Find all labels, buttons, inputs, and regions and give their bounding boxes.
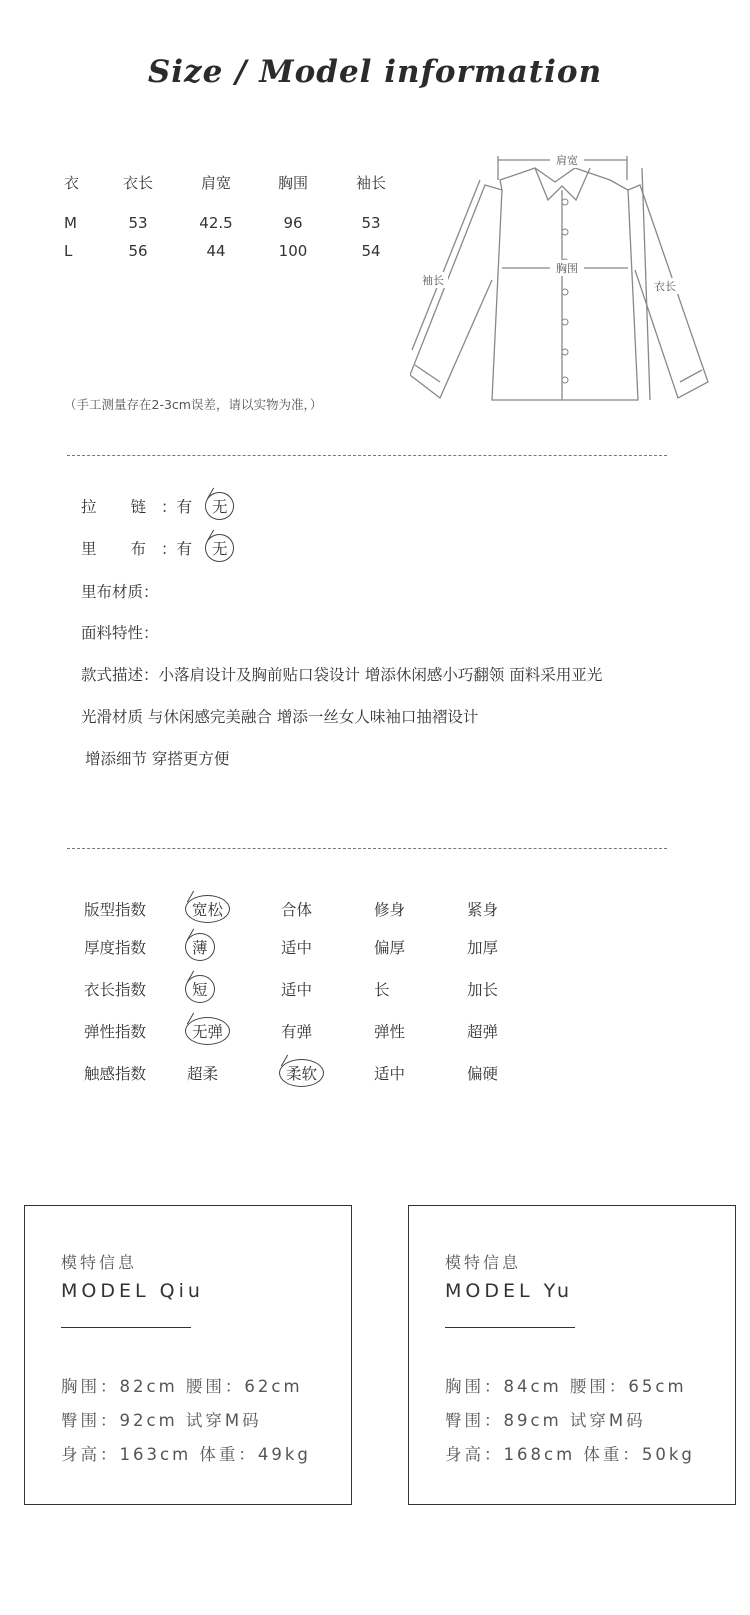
- model-measurement-line: 臀围：89cm 试穿M码: [445, 1411, 646, 1430]
- table-cell: 96: [283, 214, 303, 232]
- table-cell: 53: [128, 214, 148, 232]
- header-cell: 袖长: [355, 174, 386, 192]
- index-option: 合体: [281, 901, 313, 919]
- index-row-length: [84, 978, 584, 1000]
- index-row-fit: [84, 898, 584, 920]
- header-cell: 肩宽: [200, 174, 231, 192]
- zipper-row: [81, 495, 232, 517]
- index-option: 加长: [467, 981, 499, 999]
- zipper-option-no-selected: 无: [207, 495, 233, 517]
- index-option-selected: 短: [187, 978, 213, 1000]
- model-measurement-line: 身高：163cm 体重：49kg: [61, 1445, 311, 1464]
- index-option-selected: 柔软: [281, 1062, 322, 1084]
- table-cell: 56: [128, 242, 148, 260]
- index-option: 适中: [281, 939, 313, 957]
- zipper-option-yes: 有: [176, 498, 193, 516]
- table-cell: M: [64, 214, 77, 232]
- fabric-label: 面料特性：: [81, 624, 159, 642]
- index-option: 加厚: [467, 939, 499, 957]
- header-cell: 衣: [64, 174, 80, 192]
- table-cell: 44: [206, 242, 226, 260]
- index-name: 弹性指数: [84, 1023, 147, 1041]
- index-option: 长: [374, 981, 390, 999]
- divider: [67, 848, 667, 849]
- index-option: 紧身: [467, 901, 499, 919]
- divider: [61, 1327, 191, 1328]
- lining-material-label: 里布材质：: [81, 583, 159, 601]
- style-description-line: 光滑材质 与休闲感完美融合 增添一丝女人味袖口抽褶设计: [81, 708, 479, 726]
- diagram-label-chest: 胸围: [556, 262, 578, 275]
- lining-label-b: 布: [130, 540, 147, 558]
- shirt-diagram: [410, 150, 735, 420]
- index-option: 修身: [374, 901, 406, 919]
- index-option: 有弹: [281, 1023, 313, 1041]
- zipper-colon: ：: [161, 498, 177, 516]
- zipper-label-a: 拉: [81, 498, 97, 516]
- divider: [445, 1327, 575, 1328]
- index-name: 厚度指数: [84, 939, 147, 957]
- index-name: 触感指数: [84, 1065, 147, 1083]
- table-cell: 53: [361, 214, 381, 232]
- index-option: 偏硬: [467, 1065, 499, 1083]
- style-description-line: 增添细节 穿搭更方便: [85, 750, 230, 768]
- index-option: 偏厚: [374, 939, 406, 957]
- model-measurement-line: 胸围：82cm 腰围：62cm: [61, 1377, 303, 1396]
- index-row-touch: [84, 1062, 584, 1084]
- table-cell: 54: [361, 242, 381, 260]
- diagram-label-shoulder: 肩宽: [556, 154, 578, 167]
- index-option: 适中: [374, 1065, 406, 1083]
- lining-label-a: 里: [81, 540, 97, 558]
- model-measurement-line: 身高：168cm 体重：50kg: [445, 1445, 695, 1464]
- lining-option-yes: 有: [176, 540, 193, 558]
- index-option-selected: 薄: [187, 936, 213, 958]
- style-description-line: 款式描述：小落肩设计及胸前贴口袋设计 增添休闲感小巧翻领 面料采用亚光: [81, 666, 603, 684]
- model-info-label: 模特信息: [61, 1253, 138, 1272]
- header-cell: 胸围: [277, 174, 308, 192]
- table-cell: 42.5: [199, 214, 233, 232]
- page-title: Size / Model information: [147, 54, 603, 90]
- lining-row: [81, 537, 232, 559]
- diagram-label-sleeve: 袖长: [422, 274, 444, 287]
- index-option: 超柔: [187, 1065, 219, 1083]
- index-row-thickness: [84, 936, 584, 958]
- zipper-label-b: 链: [130, 498, 147, 516]
- divider: [67, 455, 667, 456]
- index-name: 版型指数: [84, 901, 147, 919]
- diagram-label-length: 衣长: [654, 280, 676, 293]
- model-info-label: 模特信息: [445, 1253, 522, 1272]
- model-measurement-line: 胸围：84cm 腰围：65cm: [445, 1377, 687, 1396]
- measurement-note: （手工测量存在2-3cm误差，请以实物为准，）: [64, 397, 323, 412]
- header-cell: 衣长: [122, 174, 153, 192]
- lining-colon: ：: [161, 540, 177, 558]
- index-row-elasticity: [84, 1020, 584, 1042]
- index-option: 超弹: [467, 1023, 499, 1041]
- model-measurement-line: 臀围：92cm 试穿M码: [61, 1411, 262, 1430]
- model-card-yu: [408, 1205, 736, 1505]
- table-cell: L: [64, 242, 73, 260]
- index-option: 适中: [281, 981, 313, 999]
- index-option-selected: 无弹: [187, 1020, 228, 1042]
- index-option: 弹性: [374, 1023, 406, 1041]
- lining-option-no-selected: 无: [207, 537, 233, 559]
- index-option-selected: 宽松: [187, 898, 228, 920]
- table-cell: 100: [278, 242, 308, 260]
- model-name: MODEL Yu: [445, 1280, 574, 1302]
- index-name: 衣长指数: [84, 981, 147, 999]
- model-name: MODEL Qiu: [61, 1280, 204, 1302]
- model-card-qiu: [24, 1205, 352, 1505]
